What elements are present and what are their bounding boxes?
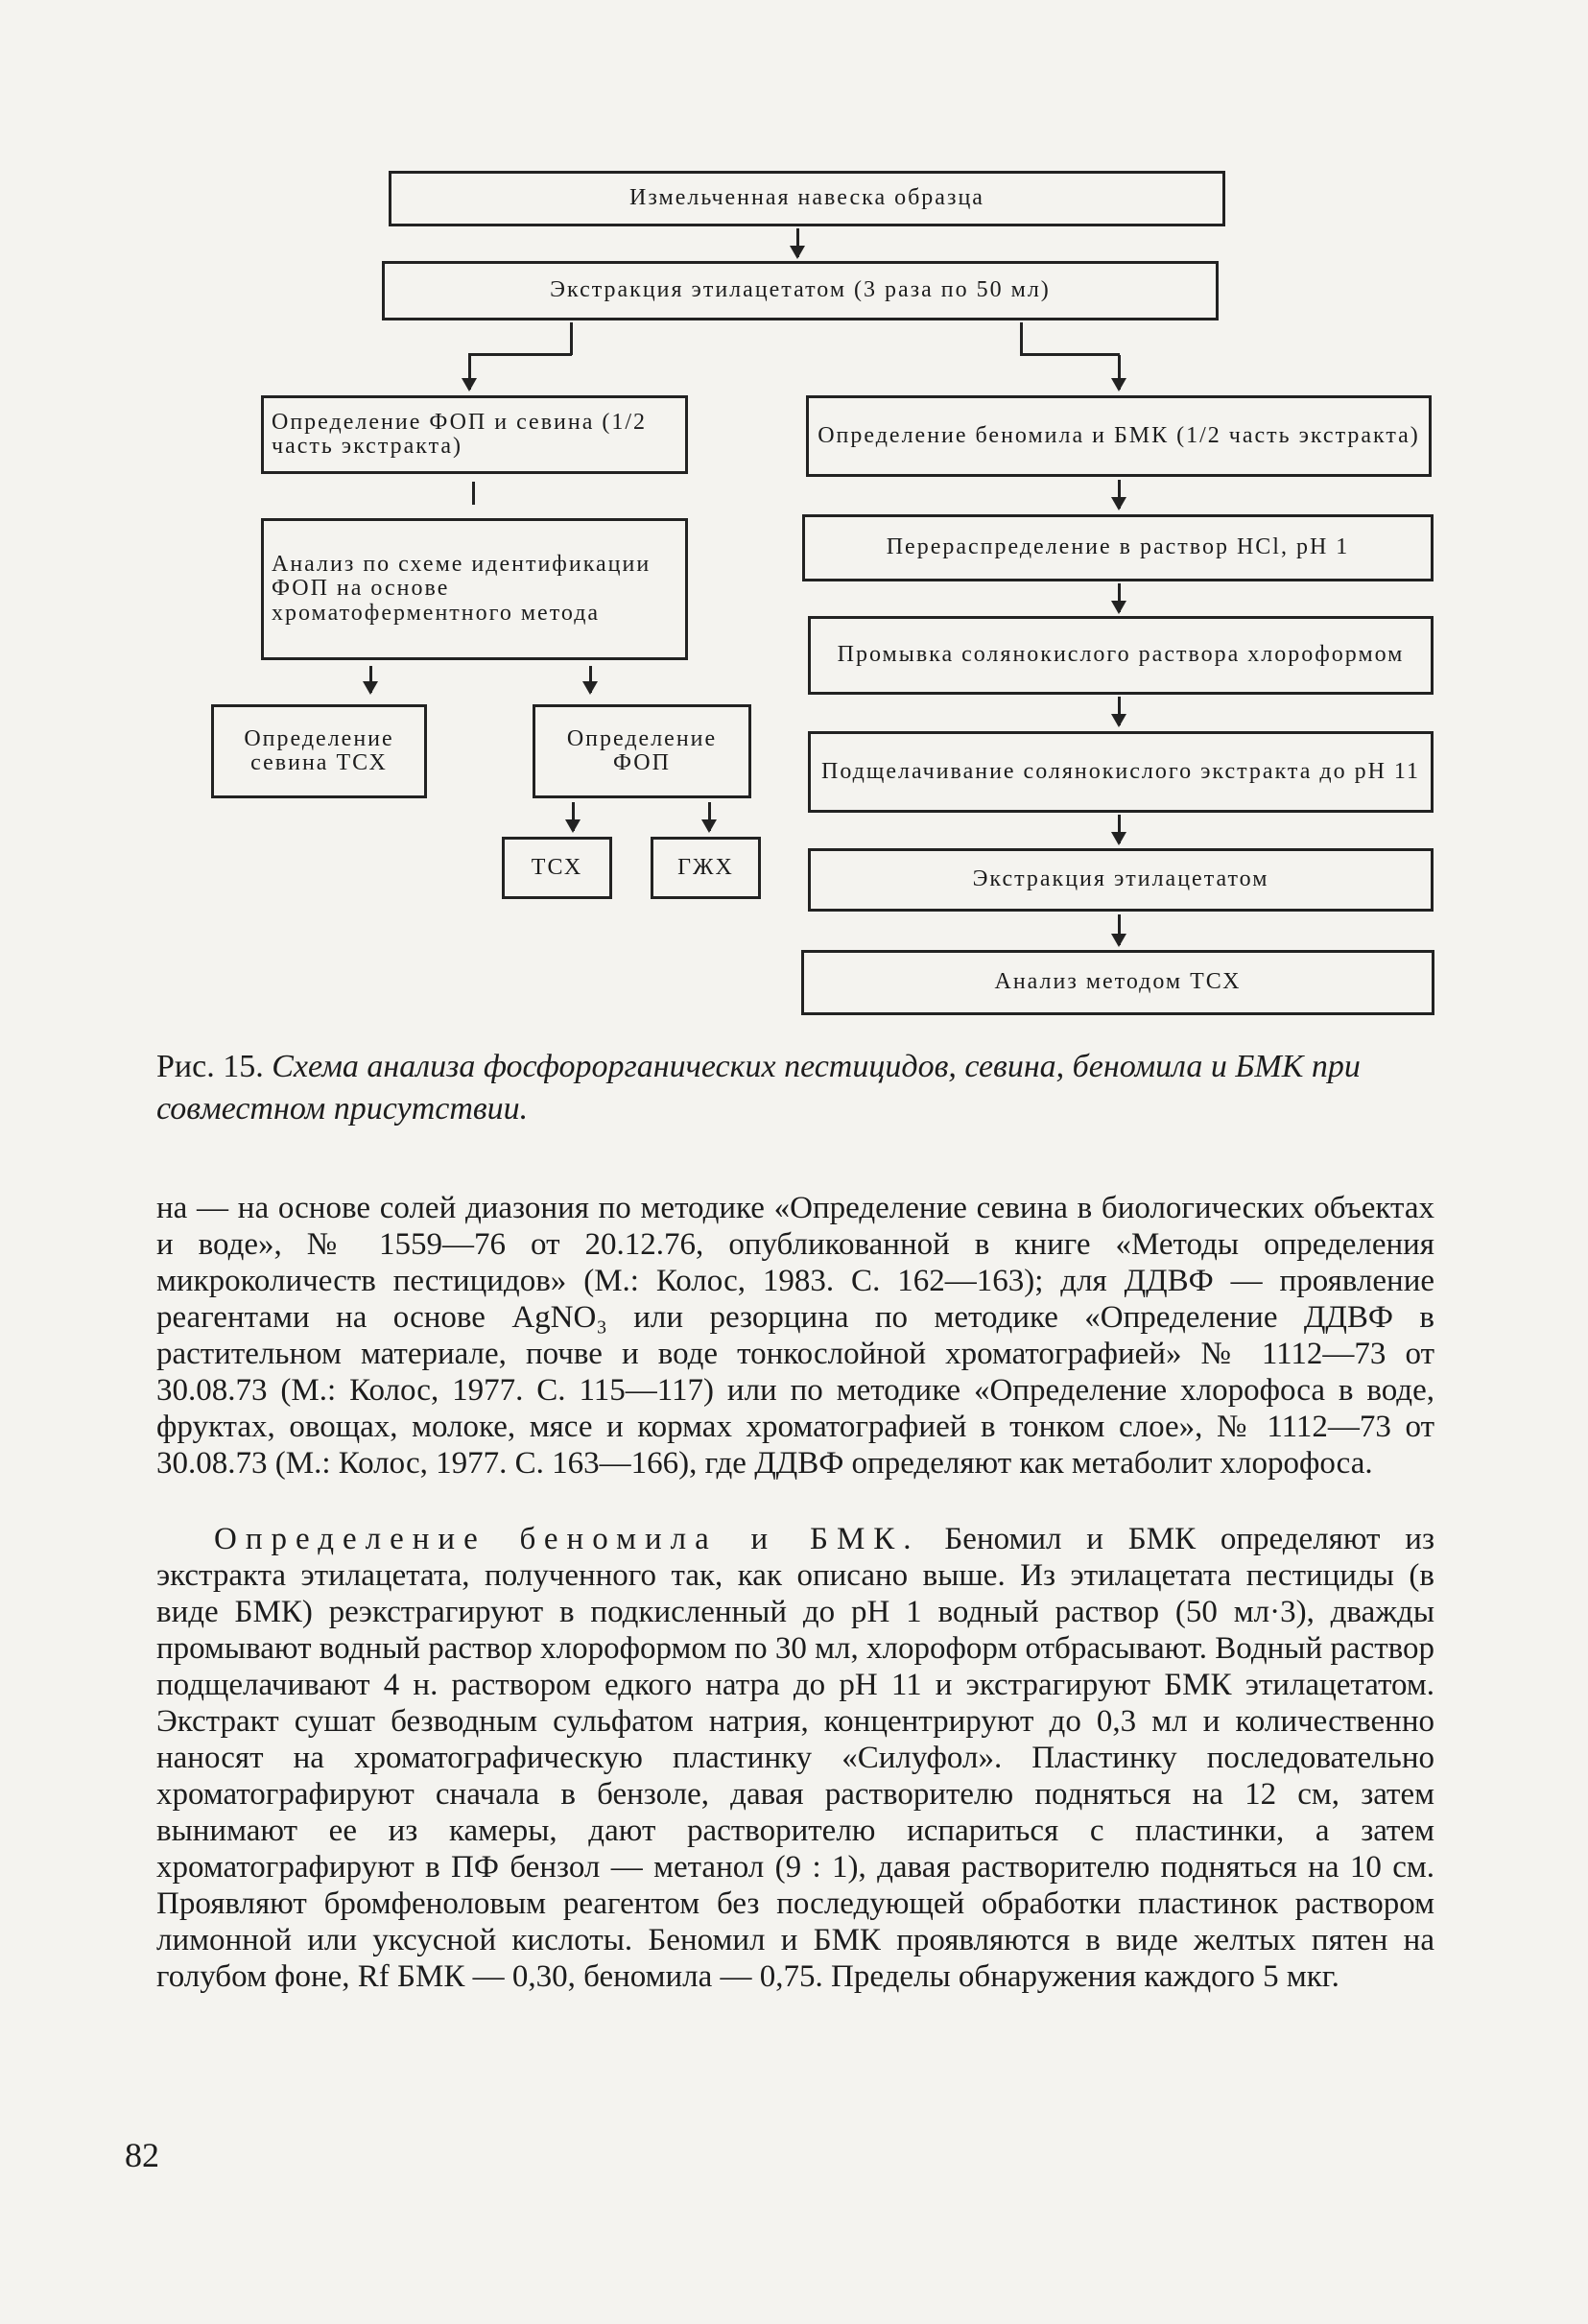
arrow-r3 (1118, 697, 1121, 725)
page-number: 82 (125, 2136, 159, 2174)
box-fop-sevin: Определение ФОП и севина (1/2 часть экстракта) (261, 395, 688, 474)
paragraph-2-text: Беномил и БМК определяют из экстракта этилацетата, полученного так, как описано выше. Из этилацетата пестициды (в виде БМК) реэкстрагируют в подкисленный до pH 1 водный раствор (50 мл·3), дважды промывают водный раствор хлороформом по 30 мл, хлороформ отбрасывают. Водный раствор подщелачивают 4 н. раствором едкого натра до pH 11 и экстрагируют БМК этилацетатом. Экстракт сушат безводным сульфатом натрия, концентрируют до 0,3 мл и количественно наносят на хроматографическую пластинку «Силуфол». Пластинку последовательно хроматографируют сначала в бензоле, давая растворителю подняться на 12 см, затем вынимают ее из камеры, дают растворителю испариться с пластинки, а затем хроматографируют в ПФ бензол — метанол (9 : 1), давая растворителю подняться на 10 см. Проявляют бромфеноловым реагентом без последующей обработки пластинок раствором лимонной или уксусной кислоты. Беномил и БМК проявляются в виде желтых пятен на голубом фоне, Rf БМК — 0,30, беномила — 0,75. Пределы обнаружения каждого 5 мкг. (156, 1522, 1434, 1994)
arrow-to-glc (708, 802, 711, 831)
box-extraction-2: Экстракция этилацетатом (808, 848, 1434, 912)
body-paragraph-2 (156, 1521, 1434, 1995)
split-line-left (468, 353, 572, 356)
arrow-r1 (1118, 480, 1121, 509)
box-alkalization: Подщелачивание солянокислого экстракта до pH 11 (808, 731, 1434, 813)
box-benomyl: Определение беномила и БМК (1/2 часть экстракта) (806, 395, 1432, 477)
figure-label: Рис. 15. (156, 1049, 264, 1084)
arrow-to-fop (589, 666, 592, 693)
paragraph-2 (156, 1521, 1434, 1995)
box-fop-determination: Определение ФОП (533, 704, 751, 798)
connector-left-1 (472, 482, 475, 505)
figure-caption (156, 1046, 1423, 1130)
paragraph-1: на — на основе солей диазония по методике «Определение севина в биологических объектах и воде», № 1559—76 от 20.12.76, опубликованной в книге «Методы определения микроколичеств пестицидов» (М.: Колос, 1983. С. 162—163); для ДДВФ — проявление реагентами на основе AgNO₃ или резорцина по методике «Определение ДДВФ в растительном материале, почве и воде тонкослойной хроматографией» № 1112—73 от 30.08.73 (М.: Колос, 1977. С. 115—117) или по методике «Определение хлорофоса в воде, фруктах, овощах, молоке, мясе и кормах хроматографией в тонком слое», № 1112—73 от 30.08.73 (М.: Колос, 1977. С. 163—166), где ДДВФ определяют как метаболит хлорофоса. (156, 1191, 1434, 1481)
box-redistribution: Перераспределение в раствор HCl, pH 1 (802, 514, 1434, 581)
box-tlc: ТСХ (502, 837, 612, 899)
figure-caption-text: Схема анализа фосфорорганических пестицидов, севина, беномила и БМК при совместном присутствии. (156, 1049, 1361, 1126)
body-paragraph-1 (156, 1190, 1434, 1482)
arrow-r4 (1118, 815, 1121, 843)
arrow-to-tlc (572, 802, 575, 831)
arrow-to-sevin (369, 666, 372, 693)
split-line-left-v (570, 322, 573, 355)
split-line-right (1020, 353, 1120, 356)
arrow-left-branch (468, 355, 471, 390)
arrow-right-branch (1118, 355, 1121, 390)
box-glc: ГЖХ (651, 837, 761, 899)
box-sevin-tlc: Определение севина ТСХ (211, 704, 427, 798)
split-line-right-v (1020, 322, 1023, 355)
arrow-r5 (1118, 914, 1121, 945)
box-sample: Измельченная навеска образца (389, 171, 1225, 226)
box-extraction: Экстракция этилацетатом (3 раза по 50 мл) (382, 261, 1219, 320)
box-analysis-tlc: Анализ методом ТСХ (801, 950, 1434, 1015)
box-washing: Промывка солянокислого раствора хлороформом (808, 616, 1434, 695)
box-analysis-fop: Анализ по схеме идентификации ФОП на основе хроматоферментного метода (261, 518, 688, 660)
arrow-r2 (1118, 583, 1121, 612)
arrow-down (796, 228, 799, 257)
section-heading: Определение беномила и БМК. (214, 1522, 920, 1556)
